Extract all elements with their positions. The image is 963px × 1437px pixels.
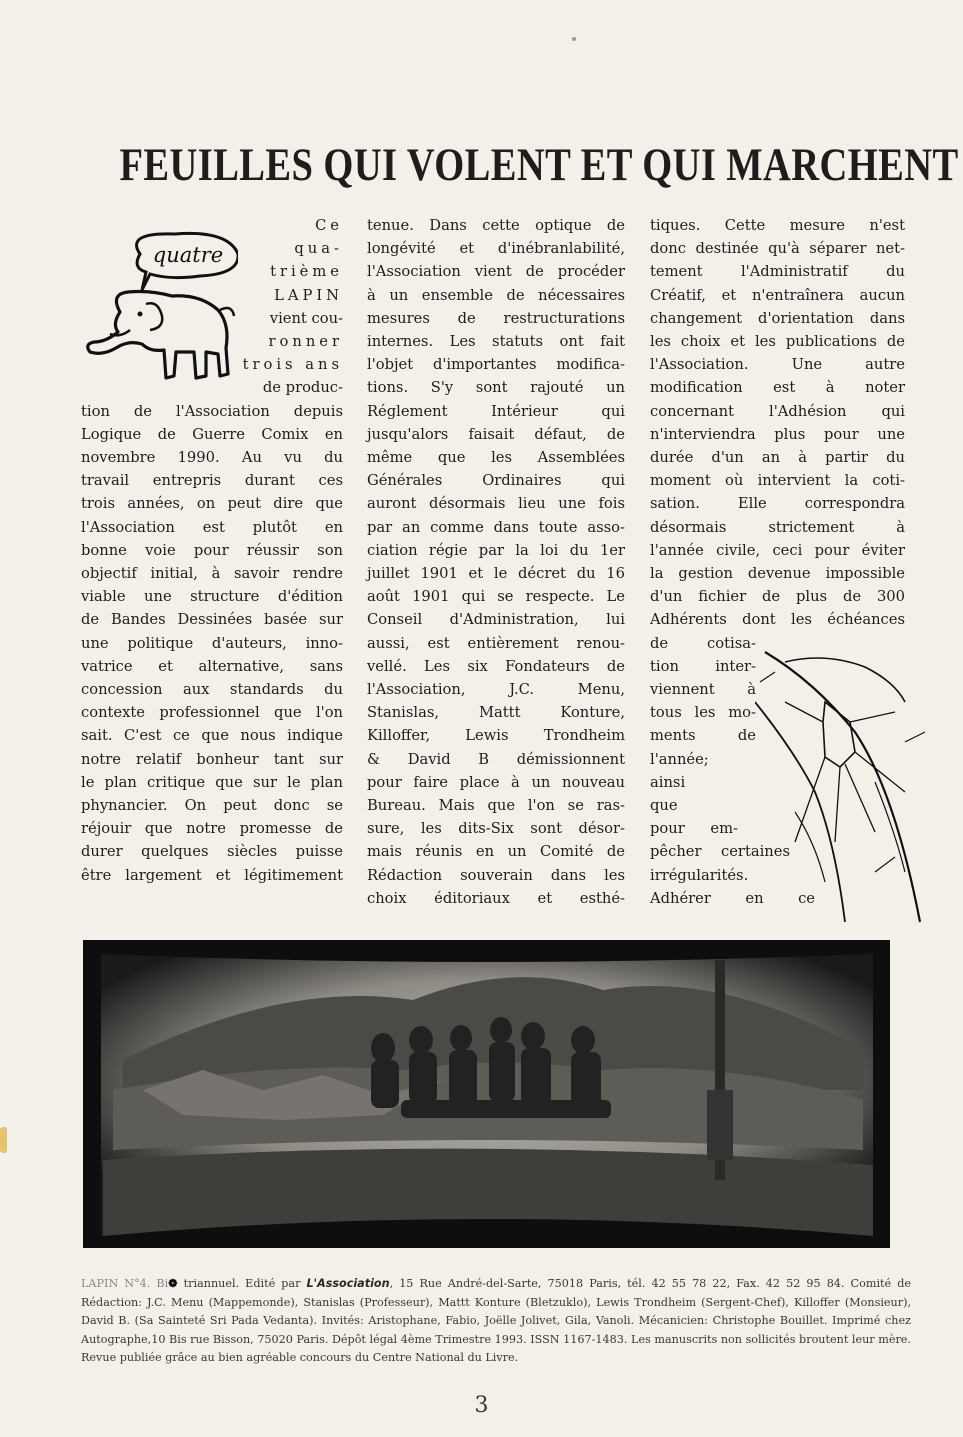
text-line: l'année civile, ceci pour éviter <box>650 541 905 559</box>
drop-line: trois ans <box>242 356 343 374</box>
text-line: pour faire place à un nouveau <box>367 773 625 791</box>
drop-line: de produc- <box>262 379 343 397</box>
article-title: FEUILLES QUI VOLENT ET QUI MARCHENT <box>119 139 959 191</box>
text-line: novembre 1990. Au vu du <box>81 449 343 467</box>
text-line: mais réunis en un Comité de <box>367 843 625 861</box>
text-line: donc destinée qu'à séparer net- <box>650 240 905 258</box>
text-line: Logique de Guerre Comix en <box>81 425 343 443</box>
text-line: contexte professionnel que l'on <box>81 704 343 722</box>
text-line: concession aux standards du <box>81 681 343 699</box>
text-line: par an comme dans toute asso- <box>367 518 625 536</box>
text-line: & David B démissionnent <box>367 750 625 768</box>
text-line: même que les Assemblées <box>367 449 625 467</box>
colophon-text: , 15 Rue André-del-Sarte, 75018 Paris, tél. 42 55 78 22, Fax. 42 52 95 84. Comité de Rédaction: J.C. Menu (Mappemonde), Stanislas (Professeur), Mattt Konture (Bletzuklo), Lewis Trondheim (Sergent-Chef), Killoffer (Monsieur), David B. (Sa Sainteté Sri Pada Vedanta). Invités: Aristophane, Fabio, Joëlle Jolivet, Gila, Vanoli. Mécanicien: Christophe Bouillet. Imprimé chez Autographe,10 Bis rue Bisson, 75020 Paris. Dépôt légal 4ème Trimestre 1993. ISSN 1167-1483. Les manuscrits non sollicités broutent leur mère. Revue publiée grâce au bien agréable concours du Centre National du Livre. <box>81 1277 911 1365</box>
text-line: n'interviendra plus pour une <box>650 425 905 443</box>
text-line: vellé. Les six Fondateurs de <box>367 657 625 675</box>
text-line: tenue. Dans cette optique de <box>367 217 625 234</box>
text-line: Stanislas, Mattt Konture, <box>367 704 625 722</box>
text-line: changement d'orientation dans <box>650 309 905 327</box>
text-line: Adhérents dont les échéances <box>650 611 905 629</box>
text-line: Créatif, et n'entraînera aucun <box>650 286 905 304</box>
text-line: auront désormais lieu une fois <box>367 495 625 513</box>
text-line: viable une structure d'édition <box>81 588 343 606</box>
text-line: longévité et d'inébranlabilité, <box>367 240 625 258</box>
text-line: durer quelques siècles puisse <box>81 843 343 861</box>
text-line: ciation régie par la loi du 1er <box>367 541 625 559</box>
page-number: 3 <box>474 1393 489 1418</box>
drop-line: LAPIN <box>274 286 343 304</box>
text-line: tions. S'y sont rajouté un <box>367 379 625 397</box>
text-line: notre relatif bonheur tant sur <box>81 750 343 768</box>
text-line: phynancier. On peut donc se <box>81 797 343 815</box>
text-line: viennent à <box>650 681 756 699</box>
text-line: Bureau. Mais que l'on se ras- <box>367 797 625 815</box>
text-line: durée d'un an à partir du <box>650 449 905 467</box>
text-line: l'Association est plutôt en <box>81 518 343 536</box>
text-line: l'Association vient de procéder <box>367 263 625 281</box>
stick-insect-drawing-icon <box>755 642 935 927</box>
text-line: Killoffer, Lewis Trondheim <box>367 727 625 745</box>
text-line: le plan critique que sur le plan <box>81 773 343 791</box>
text-line: une politique d'auteurs, inno- <box>81 634 343 652</box>
text-line: Conseil d'Administration, lui <box>367 611 625 629</box>
text-line: être largement et légitimement <box>81 866 343 884</box>
text-line: juillet 1901 et le décret du 16 <box>367 565 625 583</box>
text-line: l'objet d'importantes modifica- <box>367 356 625 374</box>
text-line: sure, les dits-Six sont désor- <box>367 820 625 838</box>
text-line: sait. C'est ce que nous indique <box>81 727 343 745</box>
colophon-text: triannuel. Edité par <box>177 1277 307 1290</box>
drop-line: vient cou- <box>269 309 343 327</box>
text-line: ments de <box>650 727 756 745</box>
text-line: d'un fichier de plus de 300 <box>650 588 905 606</box>
text-line: réjouir que notre promesse de <box>81 820 343 838</box>
text-line: trois années, on peut dire que <box>81 495 343 513</box>
text-line: aussi, est entièrement renou- <box>367 634 625 652</box>
text-line: tiques. Cette mesure n'est <box>650 217 905 234</box>
text-line: sation. Elle correspondra <box>650 495 905 513</box>
text-line: concernant l'Adhésion qui <box>650 402 905 420</box>
article-column-2 <box>367 214 625 910</box>
text-line: objectif initial, à savoir rendre <box>81 565 343 583</box>
text-line: moment où intervient la coti- <box>650 472 905 490</box>
text-line: travail entrepris durant ces <box>81 472 343 490</box>
text-line: l'année; <box>650 750 709 768</box>
text-line: l'Association. Une autre <box>650 356 905 374</box>
text-line: Générales Ordinaires qui <box>367 472 625 490</box>
group-photo-icon <box>83 940 890 1248</box>
text-line: internes. Les statuts ont fait <box>367 333 625 351</box>
text-line: que <box>650 797 678 815</box>
article-column-1 <box>81 214 343 887</box>
drop-line: ronner <box>268 333 343 351</box>
text-line: l'Association, J.C. Menu, <box>367 681 625 699</box>
stamp-glyph-icon: ❁ <box>168 1276 178 1290</box>
text-line: désormais strictement à <box>650 518 905 536</box>
paper-smudge <box>0 1127 7 1153</box>
colophon <box>81 1274 911 1368</box>
text-line: irrégularités. <box>650 866 749 884</box>
colophon-lead: LAPIN N°4. Bi <box>81 1277 169 1290</box>
text-line: ainsi <box>650 773 686 791</box>
group-photo <box>83 940 890 1248</box>
text-line: vatrice et alternative, sans <box>81 657 343 675</box>
drop-line: trième <box>270 263 343 281</box>
text-line: mesures de restructurations <box>367 309 625 327</box>
text-line: la gestion devenue impossible <box>650 565 905 583</box>
text-line: bonne voie pour réussir son <box>81 541 343 559</box>
drop-line: qua- <box>294 240 343 258</box>
text-line: de cotisa- <box>650 634 756 652</box>
text-line: les choix et les publications de <box>650 333 905 351</box>
text-line: pêcher certaines <box>650 843 790 861</box>
text-line: août 1901 qui se respecte. Le <box>367 588 625 606</box>
text-line: tous les mo- <box>650 704 756 722</box>
text-line: Réglement Intérieur qui <box>367 402 625 420</box>
text-line: tement l'Administratif du <box>650 263 905 281</box>
text-line: Rédaction souverain dans les <box>367 866 625 884</box>
text-line: tion inter- <box>650 657 756 675</box>
text-line: Adhérer en ce <box>650 889 815 907</box>
drop-line: Ce <box>315 217 343 234</box>
text-line: choix éditoriaux et esthé- <box>367 889 625 907</box>
text-line: à un ensemble de nécessaires <box>367 286 625 304</box>
publisher-logo: L'Association <box>306 1277 390 1290</box>
bubble-word: quatre <box>152 243 224 267</box>
text-line: de Bandes Dessinées basée sur <box>81 611 343 629</box>
paper-speck <box>572 37 576 41</box>
text-line: tion de l'Association depuis <box>81 402 343 420</box>
text-line: jusqu'alors faisait défaut, de <box>367 425 625 443</box>
text-line: modification est à noter <box>650 379 905 397</box>
text-line: pour em- <box>650 820 738 838</box>
